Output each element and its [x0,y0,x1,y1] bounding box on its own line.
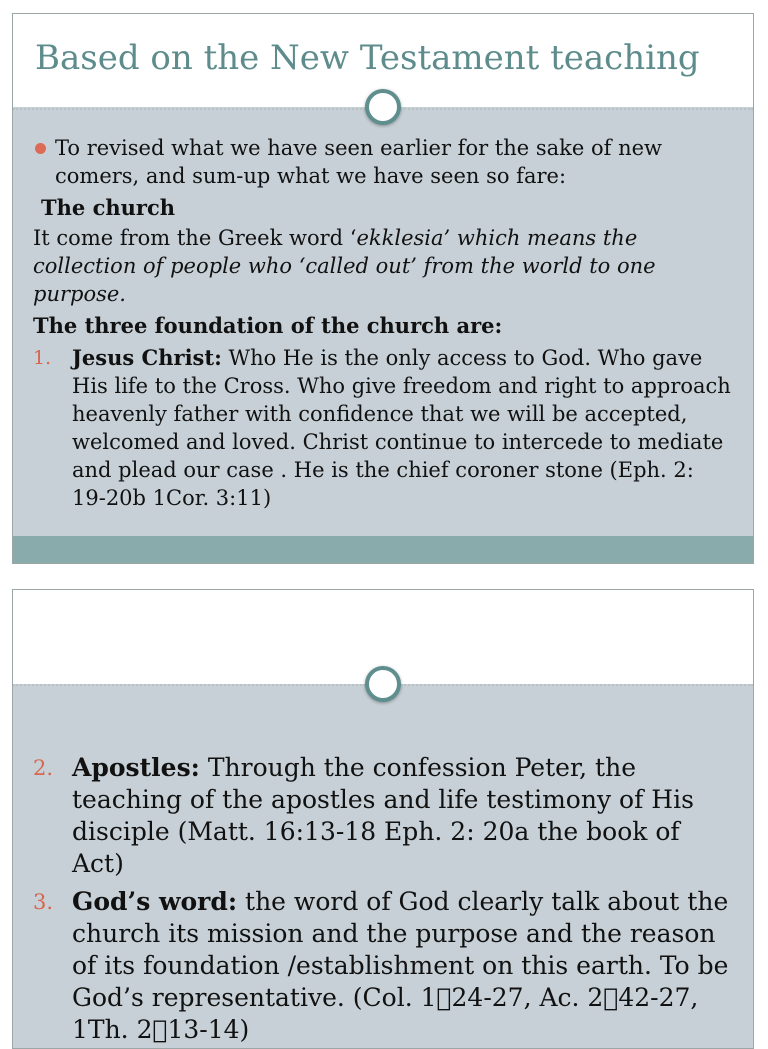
slide-body [33,134,733,512]
circle-ornament-icon [365,666,401,702]
item-term: Apostles: [72,753,200,782]
item-term: Jesus Christ: [72,345,222,370]
item-term: God’s word: [72,887,238,916]
slide-2 [12,589,754,1049]
definition-plain: It come from the Greek word ‘ [33,226,357,250]
bullet-item [33,134,733,190]
definition-paragraph [33,224,733,308]
item-text: the word of God clearly talk about the church its mission and the purpose and the reason of its foundation /establishment on this earth. To be God’s representative. (Col. 1 24-27, Ac. 2 42-27, 1Th. 2 13-14) [72,887,729,1044]
list-item-3 [33,886,733,1046]
circle-ornament-icon [365,89,401,125]
bullet-text: To revised what we have seen earlier for the sake of new comers, and sum-up what we have seen so fare: [55,136,663,188]
list-item-2 [33,752,733,880]
item-text: Who He is the only access to God. Who gave His life to the Cross. Who give freedom and right to approach heavenly father with confidence that we will be accepted, welcomed and loved. Christ continue to intercede to mediate and plead our case . He is the chief coroner stone (Eph. 2: 19-20b 1Cor. 3:11) [72,346,731,510]
item-number: 2. [33,756,54,780]
foundation-heading: The three foundation of the church are: [33,313,503,338]
slide-1 [12,13,754,564]
item-number: 3. [33,890,54,914]
bullet-dot-icon [35,143,46,154]
definition-italic: ekklesia’ which means the collection of people who ‘called out’ from the world to one purpose. [33,226,656,306]
section-heading: The church [41,195,176,220]
item-text: Through the confession Peter, the teaching of the apostles and life testimony of His disciple (Matt. 16:13-18 Eph. 2: 20a the book of Act) [72,753,694,878]
item-number: 1. [33,347,52,369]
slide-title: Based on the New Testament teaching [35,38,700,78]
footer-bar [13,536,753,563]
list-item-1 [33,344,733,512]
slide-body [33,746,733,1046]
